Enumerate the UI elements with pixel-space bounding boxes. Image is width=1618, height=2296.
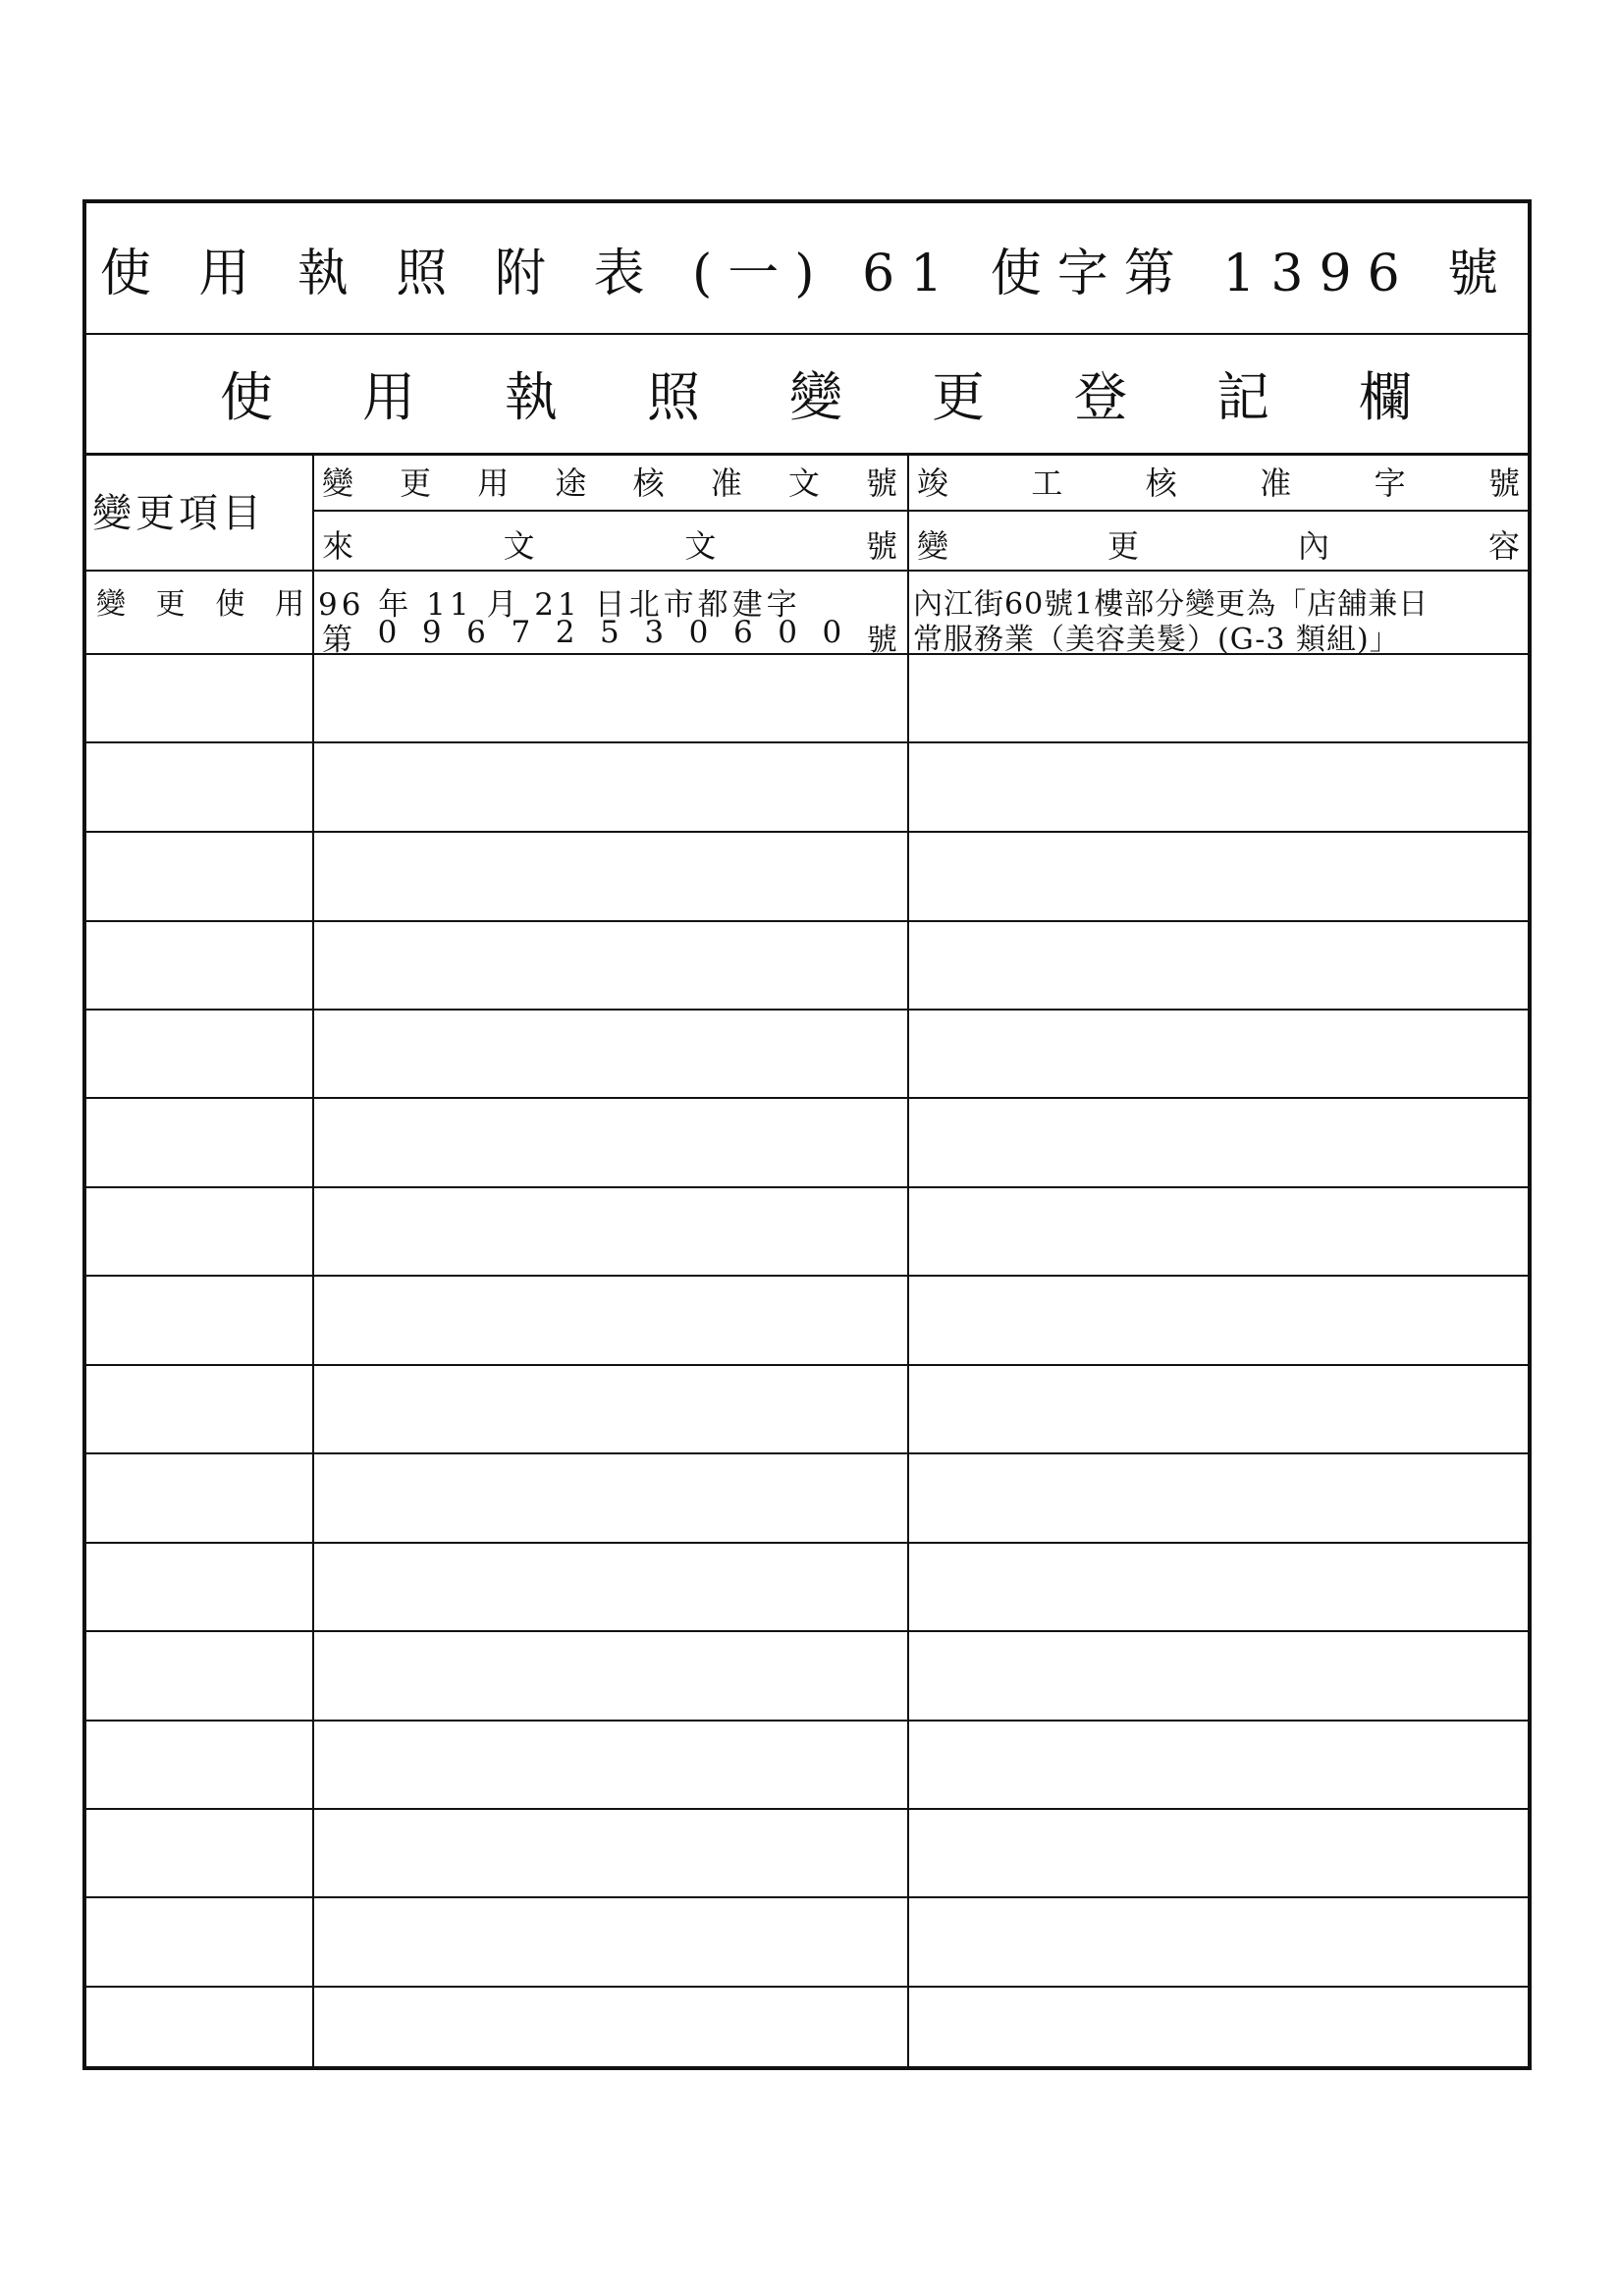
header-char: 變 (917, 527, 949, 565)
row-divider (86, 1542, 1528, 1544)
header-char: 變 (322, 465, 354, 502)
doc-char: 3 (644, 615, 665, 650)
row-divider (86, 1720, 1528, 1722)
header-divider (86, 570, 1528, 572)
section-title-char: 照 (647, 365, 700, 428)
doc-char: 9 (421, 615, 442, 650)
section-title (86, 355, 1528, 431)
row-change-item (96, 579, 304, 623)
doc-char: 6 (466, 615, 486, 650)
row-divider (86, 1896, 1528, 1898)
item-char: 更 (155, 587, 186, 622)
section-title-char: 使 (220, 365, 273, 428)
header-sub-divider (312, 510, 1528, 512)
row-divider (86, 1364, 1528, 1366)
title-row (86, 203, 1528, 335)
section-title-char: 更 (932, 365, 985, 428)
item-char: 用 (274, 587, 304, 622)
header-char: 來 (322, 527, 354, 565)
header-char: 工 (1031, 465, 1063, 502)
header-char: 准 (1260, 465, 1292, 502)
row-divider (86, 1986, 1528, 1988)
row-divider (86, 1630, 1528, 1632)
header-char: 內 (1297, 527, 1329, 565)
row-divider (86, 920, 1528, 922)
header-char: 號 (865, 527, 897, 565)
header-char: 字 (1374, 465, 1406, 502)
row-content-line1: 內江街60號1樓部分變更為「店舖兼日 (913, 587, 1429, 622)
header-char: 更 (1106, 527, 1139, 565)
doc-char: 7 (511, 615, 531, 650)
row-doc-line1: 96 年 11 月 21 日北市都建字 (318, 587, 801, 623)
document-title: 使 用 執 照 附 表 (一) 61 使字第 1396 號 (99, 244, 1515, 303)
header-char: 准 (710, 465, 742, 502)
header-change-item: 變更項目 (92, 491, 265, 536)
row-divider (86, 1186, 1528, 1188)
section-title-char: 變 (789, 365, 842, 428)
header-char: 核 (632, 465, 665, 502)
row-divider (86, 1275, 1528, 1277)
header-char: 容 (1487, 527, 1520, 565)
section-title-char: 登 (1074, 365, 1127, 428)
header-char: 號 (1487, 465, 1520, 502)
header-char: 文 (503, 527, 535, 565)
section-title-char: 用 (362, 365, 415, 428)
section-title-char: 記 (1216, 365, 1269, 428)
section-title-char: 欄 (1359, 365, 1412, 428)
section-title-char: 執 (505, 365, 558, 428)
header-char: 文 (787, 465, 820, 502)
header-char: 號 (865, 465, 897, 502)
doc-char: 號 (866, 623, 897, 658)
column-divider (907, 453, 909, 2066)
item-char: 使 (215, 587, 245, 622)
header-char: 途 (555, 465, 587, 502)
header-char: 竣 (917, 465, 949, 502)
subtitle-row (86, 333, 1528, 456)
row-divider (86, 831, 1528, 833)
item-char: 變 (96, 587, 126, 622)
row-divider (86, 1808, 1528, 1810)
row-divider (86, 741, 1528, 743)
header-completion-approval-no (917, 459, 1520, 504)
permit-attachment-sheet (82, 199, 1532, 2070)
column-divider (312, 453, 314, 2066)
header-incoming-doc-no (322, 521, 897, 567)
header-char: 用 (477, 465, 510, 502)
doc-char: 6 (732, 615, 753, 650)
change-record-table (86, 453, 1528, 2066)
doc-char: 5 (600, 615, 620, 650)
header-approval-doc-no (322, 459, 897, 504)
header-char: 更 (400, 465, 432, 502)
header-char: 文 (684, 527, 717, 565)
row-divider (86, 1009, 1528, 1011)
row-content-line2: 常服務業（美容美髮）(G-3 類組)」 (913, 623, 1400, 657)
header-change-content (917, 521, 1520, 567)
doc-char: 0 (822, 615, 842, 650)
row-doc-line2 (322, 615, 897, 659)
header-char: 核 (1145, 465, 1177, 502)
row-divider (86, 1452, 1528, 1454)
doc-char: 第 (322, 623, 352, 658)
row-divider (86, 1097, 1528, 1099)
doc-char: 0 (778, 615, 797, 650)
doc-char: 0 (688, 615, 709, 650)
doc-char: 2 (555, 615, 575, 650)
doc-char: 0 (377, 615, 398, 650)
